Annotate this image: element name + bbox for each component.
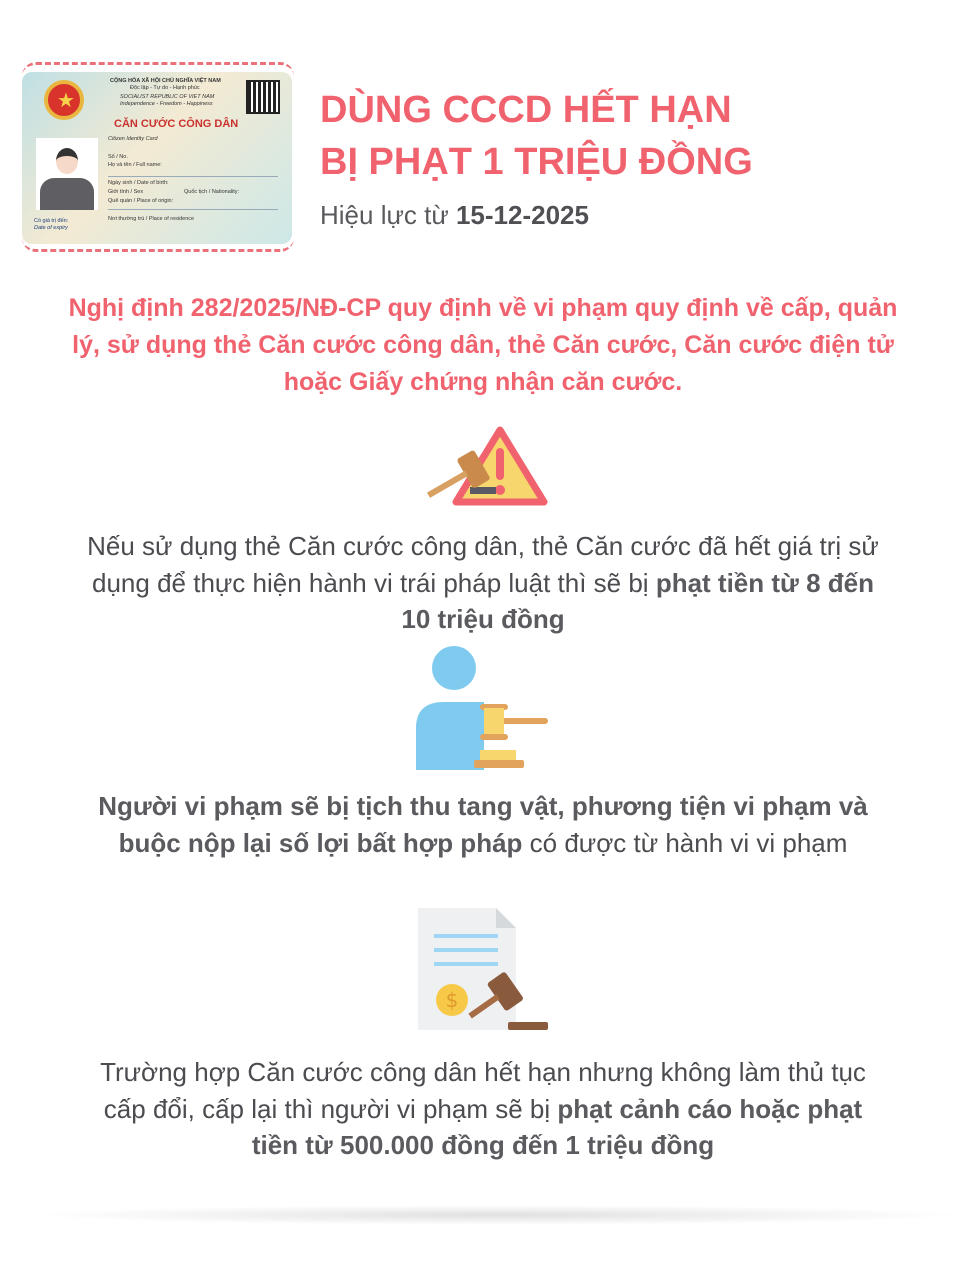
item-3-text: Trường hợp Căn cước công dân hết hạn nhưng không làm thủ tục cấp đổi, cấp lại thì người vi phạm sẽ bị phạt cảnh cáo hoặc phạt tiền từ 500.000 đồng đến 1 triệu đồng — [100, 1057, 866, 1160]
card-motto: Độc lập - Tự do - Hạnh phúc — [130, 85, 200, 91]
national-emblem-icon: ★ — [44, 80, 84, 120]
document-fine-gavel-icon — [416, 906, 550, 1034]
card-field: Số / No. — [108, 154, 128, 160]
card-photo — [36, 138, 98, 210]
card-field: Quốc tịch / Nationality: — [184, 189, 240, 195]
card-field: Ngày sinh / Date of birth: — [108, 180, 169, 186]
effective-date-value: 15-12-2025 — [455, 200, 589, 230]
gavel-warning-icon — [418, 424, 550, 508]
person-gavel-icon — [414, 646, 554, 770]
card-title: CĂN CƯỚC CÔNG DÂN — [114, 118, 239, 130]
svg-text:$: $ — [445, 988, 459, 1012]
decree-text: Nghị định 282/2025/NĐ-CP quy định về vi phạm quy định về cấp, quản lý, sử dụng thẻ Căn cước công dân, thẻ Căn cước, Căn cước điện tử hoặc Giấy chứng nhận căn cước. — [68, 294, 898, 396]
item-1-text: Nếu sử dụng thẻ Căn cước công dân, thẻ Căn cước đã hết giá trị sử dụng để thực hiện hành vi trái pháp luật thì sẽ bị phạt tiền từ 8 đến 10 triệu đồng — [87, 531, 879, 634]
card-motto-en: Independence - Freedom - Happiness — [120, 101, 213, 107]
title-line-2: BỊ PHẠT 1 TRIỆU ĐỒNG — [320, 141, 753, 183]
effective-date — [320, 200, 589, 231]
id-card-image — [22, 72, 292, 244]
card-country-en: SOCIALIST REPUBLIC OF VIET NAM — [120, 94, 215, 100]
item-2-text: Người vi phạm sẽ bị tịch thu tang vật, phương tiện vi phạm và buộc nộp lại số lợi bất hợp pháp có được từ hành vi vi phạm — [98, 791, 868, 858]
bottom-shadow — [30, 1205, 966, 1225]
card-expiry-en: Date of expiry — [34, 225, 68, 231]
card-field: Quê quán / Place of origin: — [108, 198, 174, 204]
card-field: Họ và tên / Full name: — [108, 162, 162, 168]
card-subtitle: Citizen Identity Card — [108, 136, 158, 142]
qr-code-icon — [246, 80, 280, 114]
title-line-1: DÙNG CCCD HẾT HẠN — [320, 89, 732, 131]
card-expiry: Có giá trị đến: — [34, 218, 69, 224]
card-field: Giới tính / Sex — [108, 189, 144, 195]
card-country: CỘNG HÒA XÃ HỘI CHỦ NGHĨA VIỆT NAM — [110, 78, 221, 84]
effective-label: Hiệu lực từ — [320, 200, 456, 230]
card-field: Nơi thường trú / Place of residence — [108, 216, 195, 222]
page-title — [320, 84, 753, 188]
